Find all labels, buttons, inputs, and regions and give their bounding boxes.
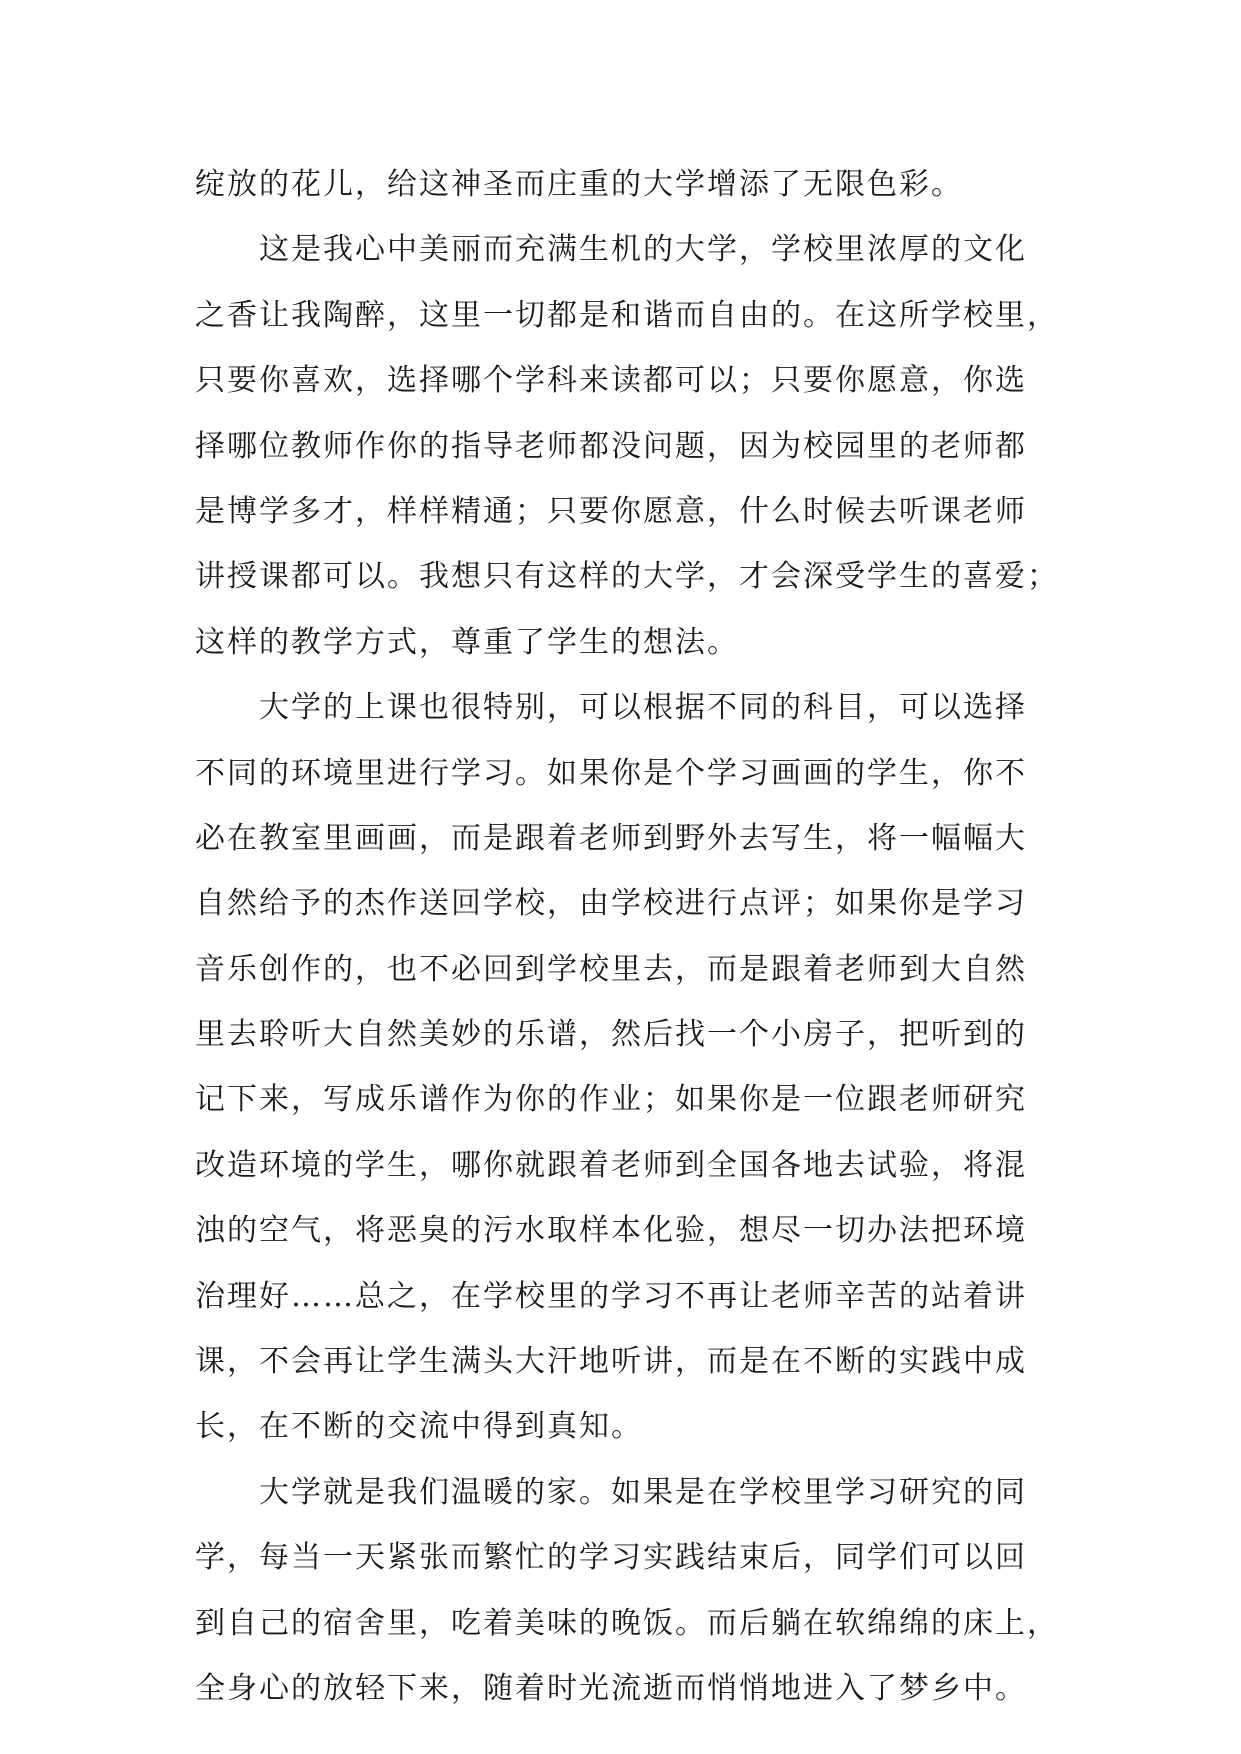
paragraph-start-line: 这是我心中美丽而充满生机的大学，学校里浓厚的文化 (259, 232, 1027, 268)
text-line: 学，每当一天紧张而繁忙的学习实践结束后，同学们可以回 (195, 1540, 1027, 1576)
text-line: 只要你喜欢，选择哪个学科来读都可以；只要你愿意，你选 (195, 363, 1027, 399)
text-line: 记下来，写成乐谱作为你的作业；如果你是一位跟老师研究 (195, 1082, 1027, 1118)
text-line: 之香让我陶醉，这里一切都是和谐而自由的。在这所学校里， (195, 297, 1059, 333)
text-line: 浊的空气，将恶臭的污水取样本化验，想尽一切办法把环境 (195, 1213, 1027, 1249)
text-line: 到自己的宿舍里，吃着美味的晚饭。而后躺在软绵绵的床上， (195, 1605, 1059, 1641)
text-line: 自然给予的杰作送回学校，由学校进行点评；如果你是学习 (195, 886, 1027, 922)
paragraph-start-line: 大学的上课也很特别，可以根据不同的科目，可以选择 (259, 690, 1027, 726)
text-line: 治理好……总之，在学校里的学习不再让老师辛苦的站着讲 (195, 1278, 1027, 1314)
text-line: 讲授课都可以。我想只有这样的大学，才会深受学生的喜爱； (195, 559, 1059, 595)
document-body (195, 152, 1065, 1721)
text-line: 绽放的花儿，给这神圣而庄重的大学增添了无限色彩。 (195, 167, 963, 202)
text-line: 不同的环境里进行学习。如果你是个学习画画的学生，你不 (195, 755, 1027, 791)
text-line: 课，不会再让学生满头大汗地听讲，而是在不断的实践中成 (195, 1344, 1027, 1380)
text-line: 必在教室里画画，而是跟着老师到野外去写生，将一幅幅大 (195, 820, 1027, 856)
text-line: 是博学多才，样样精通；只要你愿意，什么时候去听课老师 (195, 493, 1027, 529)
paragraph-start-line: 大学就是我们温暖的家。如果是在学校里学习研究的同 (259, 1474, 1027, 1510)
text-line: 音乐创作的，也不必回到学校里去，而是跟着老师到大自然 (195, 951, 1027, 987)
text-line: 全身心的放轻下来，随着时光流逝而悄悄地进入了梦乡中。 (195, 1670, 1027, 1706)
text-line: 长，在不断的交流中得到真知。 (195, 1409, 643, 1445)
text-line: 这样的教学方式，尊重了学生的想法。 (195, 624, 739, 660)
text-line: 里去聆听大自然美妙的乐谱，然后找一个小房子，把听到的 (195, 1017, 1027, 1053)
text-line: 择哪位教师作你的指导老师都没问题，因为校园里的老师都 (195, 428, 1027, 464)
text-line: 改造环境的学生，哪你就跟着老师到全国各地去试验，将混 (195, 1147, 1027, 1183)
